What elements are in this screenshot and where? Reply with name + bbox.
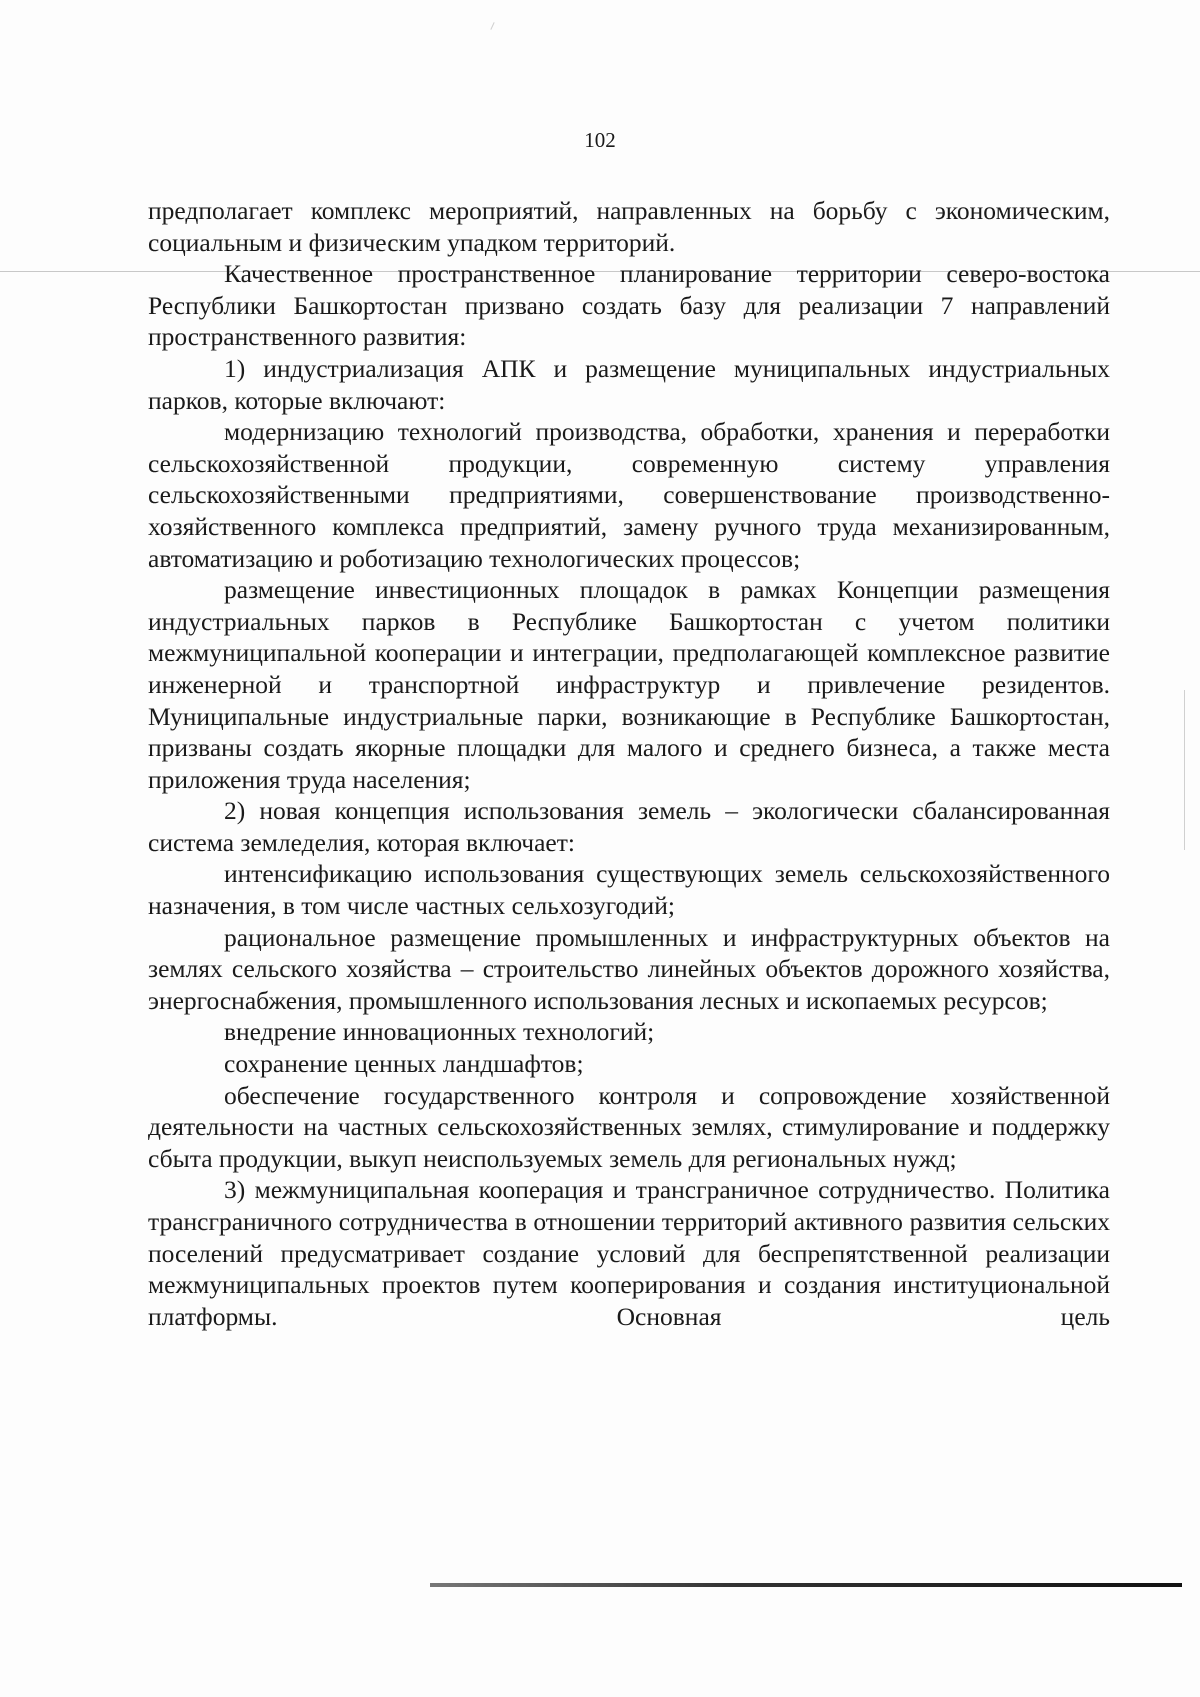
paragraph: 1) индустриализация АПК и размещение муниципальных индустриальных парков, которые включают: <box>148 353 1110 415</box>
paragraph: рациональное размещение промышленных и инфраструктурных объектов на землях сельского хозяйства – строительство линейных объектов дорожного хозяйства, энергоснабжения, промышленного использования лесных и ископаемых ресурсов; <box>148 922 1110 1015</box>
paragraph: размещение инвестиционных площадок в рамках Концепции размещения индустриальных парков в Республике Башкортостан с учетом политики межмуниципальной кооперации и интеграции, предполагающей комплексное развитие инженерной и транспортной инфраструктур и привлечение резидентов. Муниципальные индустриальные парки, возникающие в Республике Башкортостан, призваны создать якорные площадки для малого и среднего бизнеса, а также места приложения труда населения; <box>148 575 1110 794</box>
paragraph: 3) межмуниципальная кооперация и трансграничное сотрудничество. Политика трансграничного сотрудничества в отношении территорий активного развития сельских поселений предусматривает создание условий для беспрепятственной реализации межмуниципальных проектов путем кооперирования и создания институциональной платформы. Основная цель <box>148 1175 1110 1331</box>
paragraph: интенсификацию использования существующих земель сельскохозяйственного назначения, в том числе частных сельхозугодий; <box>148 859 1110 921</box>
paragraph: Качественное пространственное планирование территории северо-востока Республики Башкортостан призвано создать базу для реализации 7 направлений пространственного развития: <box>148 259 1110 352</box>
document-body <box>148 195 1110 1332</box>
scan-edge-mark <box>1184 690 1185 850</box>
paragraph: 2) новая концепция использования земель – экологически сбалансированная система земледелия, которая включает: <box>148 796 1110 857</box>
bottom-rule <box>430 1583 1182 1587</box>
paragraph: внедрение инновационных технологий; <box>224 1017 655 1047</box>
page-number: 102 <box>584 128 616 152</box>
paragraph: модернизацию технологий производства, обработки, хранения и переработки сельскохозяйственной продукции, современную систему управления сельскохозяйственными предприятиями, совершенствование производственно-хозяйственного комплекса предприятий, замену ручного труда механизированным, автоматизацию и роботизацию технологических процессов; <box>148 417 1110 573</box>
paragraph: обеспечение государственного контроля и сопровождение хозяйственной деятельности на частных сельскохозяйственных землях, стимулирование и поддержку сбыта продукции, выкуп неиспользуемых земель для региональных нужд; <box>148 1080 1110 1173</box>
paragraph: предполагает комплекс мероприятий, направленных на борьбу с экономическим, социальным и физическим упадком территорий. <box>148 196 1110 257</box>
paragraph: сохранение ценных ландшафтов; <box>224 1049 584 1079</box>
scan-mark <box>490 22 494 30</box>
